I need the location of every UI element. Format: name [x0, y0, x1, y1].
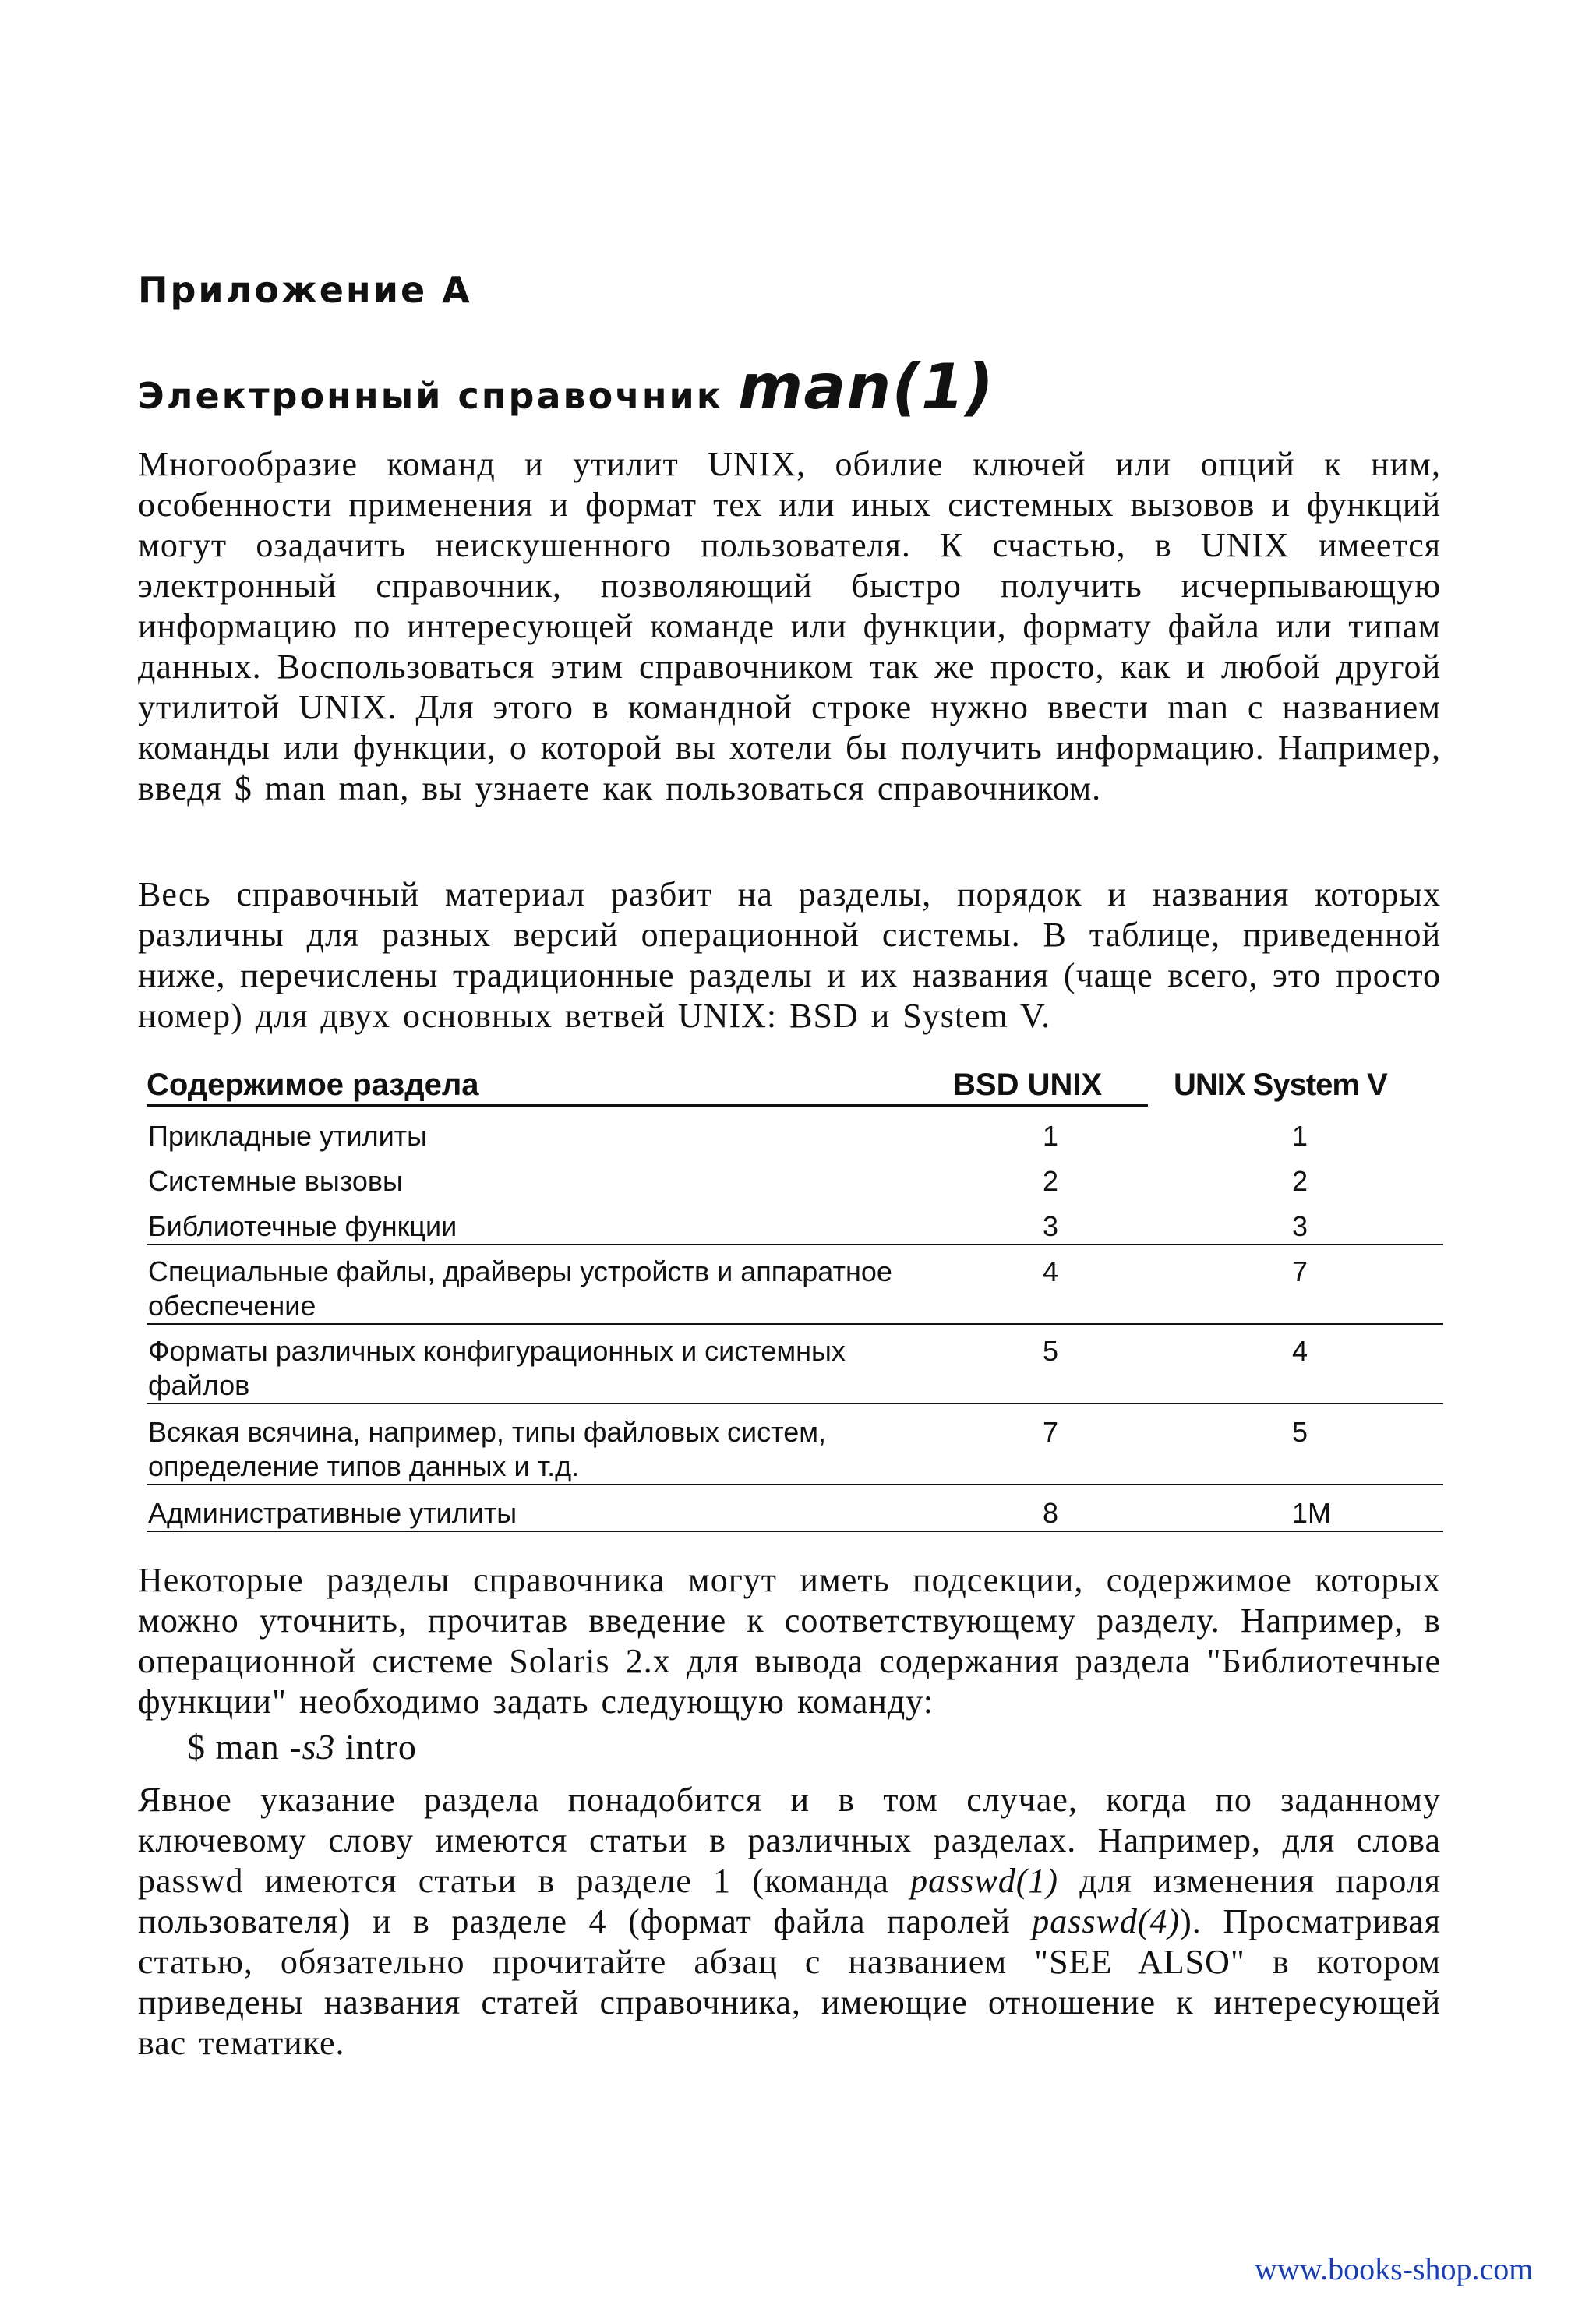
row-sysv-section: 1M — [1292, 1497, 1332, 1529]
row-sysv-section: 4 — [1292, 1335, 1308, 1367]
row-bsd-section: 7 — [1043, 1416, 1059, 1448]
header-content: Содержимое раздела — [147, 1068, 953, 1107]
row-bsd-section: 5 — [1043, 1335, 1059, 1367]
p4-text-e: ). Просматривая статью, обязательно прочитайте абзац с названием "SEE ALSO" в котором приведены названия статей справочника, имеющие отношение к интересующей вас тематике. — [138, 1902, 1442, 2062]
footer-link[interactable]: www.books-shop.com — [1255, 2251, 1534, 2286]
chapter-title — [138, 351, 994, 423]
p4-text-a: Явное указание раздела понадобится и в том случае, когда по заданному ключевому слову имеются статьи в различных разделах. Например, для слова passwd имеются статьи в разделе 1 (команда — [138, 1781, 1441, 1900]
row-sysv-section: 7 — [1292, 1255, 1308, 1287]
table-header — [147, 1064, 1443, 1105]
table-row — [147, 1496, 1443, 1532]
header-bsd: BSD UNIX — [953, 1068, 1148, 1107]
row-bsd-section: 1 — [1043, 1120, 1059, 1152]
row-sysv-section: 3 — [1292, 1210, 1308, 1242]
command-flag: -s3 — [289, 1727, 336, 1767]
paragraph-intro: Многообразие команд и утилит UNIX, обилие ключей или опций к ним, особенности применения и формат тех или иных системных вызовов и функций могут озадачить неискушенного пользователя. К счастью, в UNIX имеется электронный справочник, позволяющий быстро получить исчерпывающую информацию по интересующей команде или функции, формату файла или типам данных. Воспользоваться этим справочником так же просто, как и любой другой утилитой UNIX. Для этого в командной строке нужно ввести man с названием команды или функции, о которой вы хотели бы получить информацию. Например, введя $ man man, вы узнаете как пользоваться справочником. — [138, 445, 1442, 807]
chapter-title-text: Электронный справочник — [138, 375, 724, 417]
table-row — [147, 1119, 1443, 1153]
paragraph-subsections: Некоторые разделы справочника могут иметь подсекции, содержимое которых можно уточнить, прочитав введение к соответствующему разделу. Например, в операционной системе Solaris 2.x для вывода содержания раздела "Библиотечные функции" необходимо задать следующую команду: — [138, 1561, 1441, 1721]
row-sysv-section: 5 — [1292, 1416, 1308, 1448]
row-description: Административные утилиты — [148, 1497, 517, 1529]
table-row — [147, 1334, 1443, 1404]
row-bsd-section: 2 — [1043, 1165, 1059, 1197]
row-bsd-section: 8 — [1043, 1497, 1059, 1529]
row-sysv-section: 1 — [1292, 1120, 1308, 1152]
row-description: Прикладные утилиты — [148, 1120, 428, 1152]
paragraph-sections: Весь справочный материал разбит на разделы, порядок и названия которых различны для разных версий операционной системы. В таблице, приведенной ниже, перечислены традиционные разделы и их названия (чаще всего, это просто номер) для двух основных ветвей UNIX: BSD и System V. — [138, 875, 1441, 1035]
p4-passwd1: passwd(1) — [910, 1862, 1059, 1900]
table-row — [147, 1415, 1443, 1485]
table-row — [147, 1255, 1443, 1325]
command-prompt: $ man — [187, 1727, 290, 1767]
header-sysv: UNIX System V — [1174, 1068, 1387, 1102]
row-description: Системные вызовы — [148, 1165, 403, 1197]
p4-passwd4: passwd(4) — [1032, 1902, 1181, 1940]
p4-text-c: для изменения пароля пользователя) и в разделе 4 (формат файла паролей — [138, 1862, 1442, 1940]
sections-table — [147, 1064, 1443, 1529]
row-description: Всякая всячина, например, типы файловых систем, определение типов данных и т.д. — [148, 1416, 826, 1482]
row-bsd-section: 3 — [1043, 1210, 1059, 1242]
chapter-command: man(1) — [738, 351, 995, 423]
table-row — [147, 1164, 1443, 1199]
command-argument: intro — [335, 1727, 417, 1767]
row-bsd-section: 4 — [1043, 1255, 1059, 1287]
row-description: Форматы различных конфигурационных и системных файлов — [148, 1335, 846, 1401]
table-row — [147, 1209, 1443, 1245]
row-sysv-section: 2 — [1292, 1165, 1308, 1197]
paragraph-explicit-section — [138, 1780, 1441, 2064]
row-description: Специальные файлы, драйверы устройств и аппаратное обеспечение — [148, 1255, 892, 1322]
appendix-title: Приложение А — [138, 269, 472, 311]
row-description: Библиотечные функции — [148, 1210, 457, 1242]
command-example — [187, 1726, 417, 1767]
